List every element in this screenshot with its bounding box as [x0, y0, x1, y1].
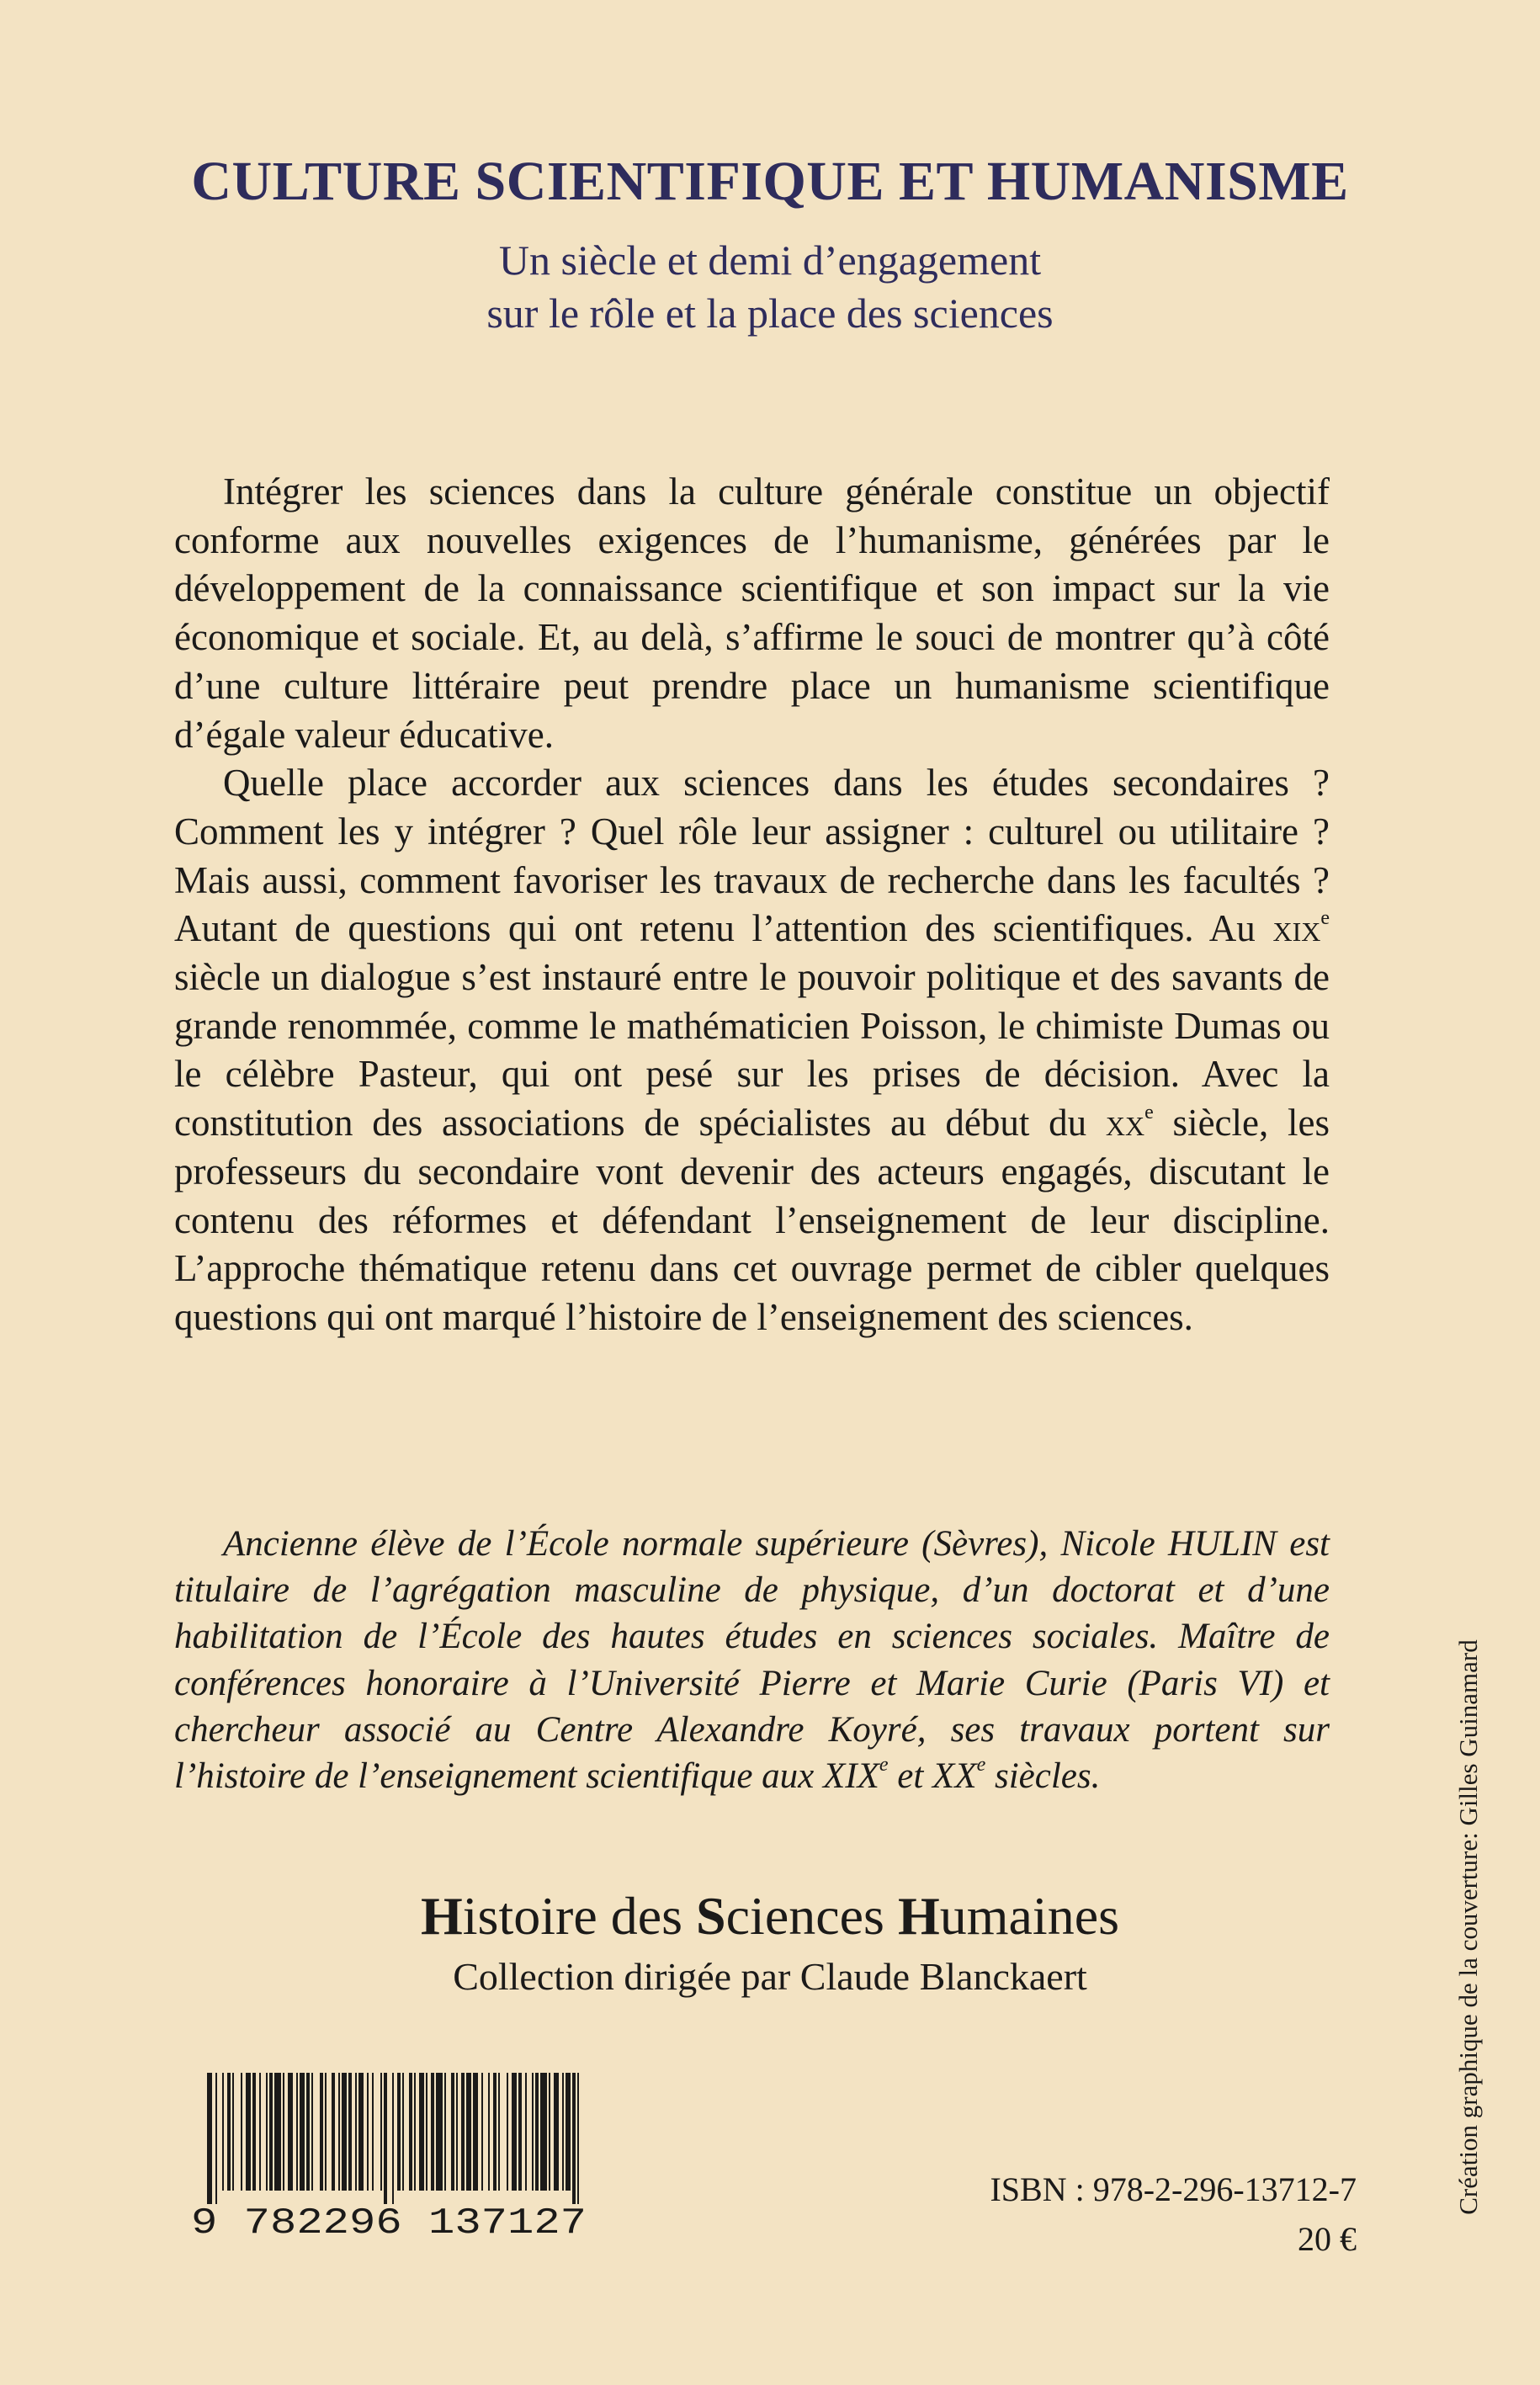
barcode-bar: [332, 2073, 335, 2191]
barcode-bar: [320, 2073, 323, 2191]
collection-initial: S: [696, 1886, 726, 1946]
barcode-bar: [402, 2073, 404, 2191]
barcode-bar: [207, 2073, 212, 2204]
barcode-bar: [241, 2073, 242, 2191]
price: 20 €: [1298, 2220, 1357, 2258]
bio-text: Ancienne élève de l’École normale supérieure (Sèvres), Nicole HULIN est titulaire de l’agrégation masculine de physique, d’un doctorat et d’une habilitation de l’École des hautes études en sciences sociales. Maître de conférences honoraire à l’Université Pierre et Marie Curie (Paris VI) et chercheur associé au Centre Alexandre Koyré, ses travaux portent sur l’histoire de l’enseignement scientifique aux XIX: [174, 1524, 1330, 1797]
barcode-bar: [451, 2073, 454, 2191]
blurb-text: Quelle place accorder aux sciences dans les études secondaires ? Comment les y intégrer ? Quel rôle leur assigner : culturel ou utilitaire ? Mais aussi, comment favoriser les travaux de recherche dans les facultés ? Autant de questions qui ont retenu l’attention des scientifiques. Au: [174, 762, 1330, 950]
blurb-text: siècle un dialogue s’est instauré entre le pouvoir politique et des savants de grande renommée, comme le mathématicien Poisson, le chimiste Dumas ou le célèbre Pasteur, qui ont pesé sur les prises de décision. Avec la constitution des associations de spécialistes au début du: [174, 956, 1330, 1145]
barcode-bar: [306, 2073, 310, 2191]
barcode-bar: [296, 2073, 298, 2191]
barcode-bar: [566, 2073, 571, 2191]
century-numeral: xx: [1105, 1102, 1145, 1145]
barcode-bar: [493, 2073, 497, 2191]
author-bio: [174, 1521, 1330, 1799]
collection-director: Collection dirigée par Claude Blanckaert: [453, 1955, 1087, 1998]
subtitle-line-1: Un siècle et demi d’engagement: [498, 236, 1042, 284]
barcode-bar: [384, 2073, 387, 2204]
barcode-bar: [525, 2073, 527, 2191]
barcode-bar: [392, 2073, 394, 2204]
barcode-bar: [456, 2073, 458, 2191]
barcode-bar: [342, 2073, 347, 2191]
barcode-bar: [498, 2073, 500, 2191]
barcode-bar: [246, 2073, 251, 2191]
blurb: [174, 468, 1330, 1342]
barcode-bar: [540, 2073, 547, 2191]
barcode-bar: [252, 2073, 256, 2191]
barcode: [183, 2069, 594, 2238]
barcode-bar: [562, 2073, 564, 2191]
barcode-bar: [532, 2073, 534, 2191]
author-bio-paragraph: [174, 1521, 1330, 1799]
collection-word: ciences: [725, 1886, 898, 1946]
barcode-bar: [426, 2073, 427, 2191]
barcode-bar: [572, 2073, 576, 2204]
barcode-bar: [380, 2073, 382, 2191]
barcode-bar: [348, 2073, 352, 2191]
barcode-bar: [283, 2073, 284, 2191]
barcode-bar: [232, 2073, 234, 2191]
century-numeral: xix: [1272, 907, 1321, 950]
barcode-bar: [358, 2073, 364, 2191]
barcode-bar: [512, 2073, 517, 2191]
barcode-bar: [227, 2073, 231, 2191]
barcode-bar: [444, 2073, 446, 2191]
superscript: e: [976, 1754, 986, 1777]
barcode-bar: [535, 2073, 539, 2191]
isbn: ISBN : 978-2-296-13712-7: [990, 2170, 1357, 2208]
subtitle-line-2: sur le rôle et la place des sciences: [486, 289, 1054, 337]
barcode-bar: [300, 2073, 305, 2191]
barcode-bar: [409, 2073, 412, 2191]
barcode-bar: [549, 2073, 550, 2191]
barcode-bar: [466, 2073, 471, 2191]
superscript: e: [1144, 1102, 1154, 1124]
barcode-bar: [397, 2073, 401, 2191]
barcode-bar: [266, 2073, 268, 2191]
collection-word: umaines: [939, 1886, 1120, 1946]
barcode-bar: [372, 2073, 374, 2191]
barcode-bar: [259, 2073, 261, 2191]
cover-credit-wrapper: [1447, 1565, 1490, 2289]
blurb-paragraph-2: [174, 759, 1330, 1341]
barcode-bar: [338, 2073, 340, 2191]
barcode-bar: [222, 2073, 224, 2191]
barcode-bar: [325, 2073, 327, 2191]
bio-text: et XX: [888, 1756, 977, 1797]
barcode-bar: [481, 2073, 483, 2191]
barcode-bar: [488, 2073, 490, 2191]
collection-initial: H: [420, 1886, 463, 1946]
superscript: e: [879, 1754, 889, 1777]
barcode-bar: [431, 2073, 434, 2191]
barcode-bar: [274, 2073, 281, 2191]
barcode-bar: [554, 2073, 559, 2191]
barcode-bar: [311, 2073, 313, 2191]
barcode-bar: [473, 2073, 478, 2191]
barcode-bar: [518, 2073, 522, 2191]
barcode-bar: [436, 2073, 443, 2191]
blurb-text: siècle, les professeurs du secondaire vont devenir des acteurs engagés, discutant le contenu des réformes et défendant l’enseignement de leur discipline. L’approche thématique retenu dans cet ouvrage permet de cibler quelques questions qui ont marqué l’histoire de l’enseignement des sciences.: [174, 1102, 1330, 1338]
barcode-bar: [288, 2073, 293, 2191]
barcode-bar: [355, 2073, 357, 2191]
barcode-bar: [269, 2073, 273, 2191]
barcode-bar: [367, 2073, 369, 2191]
blurb-paragraph-1: Intégrer les sciences dans la culture générale constitue un objectif conforme aux nouvelles exigences de l’humanisme, générées par le développement de la connaissance scientifique et son impact sur la vie économique et sociale. Et, au delà, s’affirme le souci de montrer qu’à côté d’une culture littéraire peut prendre place un humanisme scientifique d’égale valeur éducative.: [174, 470, 1330, 756]
barcode-bar: [577, 2073, 579, 2204]
collection-initial: H: [897, 1886, 940, 1946]
barcode-bar: [507, 2073, 508, 2191]
book-title: CULTURE SCIENTIFIQUE ET HUMANISME: [191, 151, 1349, 212]
superscript: e: [1320, 907, 1330, 930]
barcode-bar: [419, 2073, 424, 2191]
collection-name: [0, 1885, 1540, 1947]
barcode-bar: [461, 2073, 465, 2191]
bio-text: siècles.: [985, 1756, 1101, 1797]
collection-word: istoire des: [462, 1886, 697, 1946]
barcode-digits: 9 782296 137127: [191, 2202, 587, 2238]
barcode-bar: [414, 2073, 416, 2191]
barcode-bar: [215, 2073, 217, 2204]
cover-credit: Création graphique de la couverture: Gilles Guinamard: [1453, 1639, 1483, 2215]
